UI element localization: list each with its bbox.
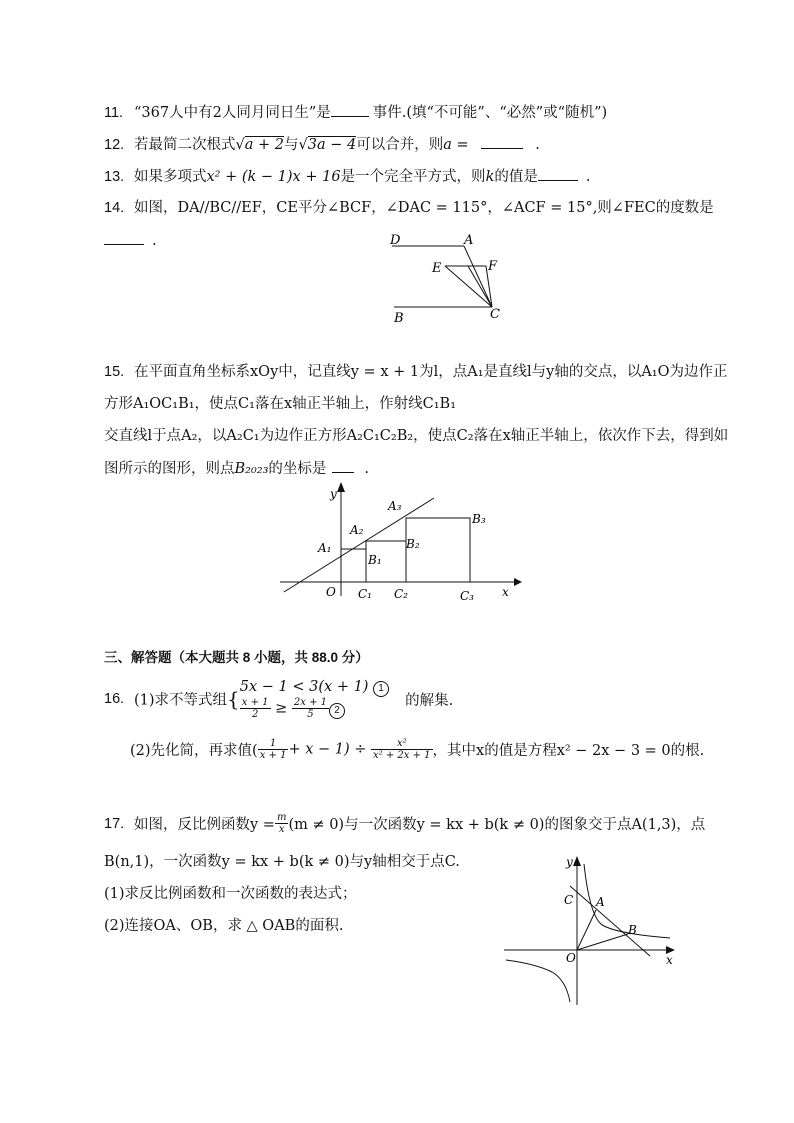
question-number: 14. [104, 200, 125, 216]
fraction: $\frac{2x + 1}{5}$ [293, 697, 328, 720]
question-text: (m ≠ 0)与一次函数y = kx + b(k ≠ 0)的图象交于点A(1,3)，点 [288, 817, 706, 833]
question-15-line-4 [104, 458, 369, 479]
question-text: 事件.(填“不可能”、“必然”或“随机”) [372, 105, 608, 121]
question-text: (1)求不等式组 [134, 692, 228, 709]
label-a1: A₁ [318, 541, 332, 555]
label-b3: B₃ [472, 512, 486, 526]
question-text: 图所示的图形，则点 [104, 461, 235, 477]
question-text: “367人中有2人同月同日生”是 [134, 105, 331, 121]
label-x: x [502, 585, 509, 599]
question-16-part-2 [130, 738, 704, 761]
polynomial: x² + (k − 1)x + 16 [206, 169, 341, 185]
question-text: 如图，DA//BC//EF，CE平分∠BCF，∠DAC = 115°，∠ACF = 15°,则∠FEC的度数是 [134, 200, 714, 216]
question-number: 12. [104, 137, 125, 153]
question-text: 交直线l于点A₂，以A₂C₁为边作正方形A₂C₁C₂B₂，使点C₂落在x轴正半轴上，依次作下去，得到如 [104, 428, 729, 444]
answer-blank[interactable] [538, 166, 578, 181]
question-11 [104, 102, 607, 123]
equals-sign: = [451, 137, 474, 153]
question-17-line-2 [104, 852, 460, 872]
label-a: A [596, 895, 605, 909]
q17-figure [500, 850, 685, 1010]
period: . [585, 169, 591, 185]
question-number: 17. [104, 815, 125, 832]
y-axis-arrow-icon [337, 482, 345, 492]
fraction: $\frac{1}{x + 1}$ [259, 738, 287, 761]
segment-oa [577, 910, 596, 950]
question-16 [104, 678, 453, 720]
label-b: B [628, 923, 637, 937]
answer-blank[interactable] [481, 134, 523, 149]
question-14 [104, 198, 714, 218]
question-17-line-3 [104, 884, 357, 904]
label-a3: A₃ [388, 499, 402, 513]
question-text: 与 [284, 137, 299, 153]
q14-figure [380, 228, 510, 328]
question-text: 的坐标是 [268, 461, 327, 477]
hyperbola-branch-2 [506, 960, 570, 1002]
question-text: 的值是 [494, 169, 538, 185]
question-13 [104, 166, 590, 187]
radical-sign: √ [298, 137, 308, 153]
question-text: 是一个完全平方式，则 [340, 169, 486, 185]
label-c3: C₃ [460, 589, 474, 603]
question-text: (2)先化简，再求值( [130, 743, 258, 759]
label-c: C [564, 893, 574, 907]
question-text: ，其中x的值是方程x² − 2x − 3 = 0的根. [432, 743, 705, 759]
line-ec [445, 266, 492, 307]
inequality-system [240, 678, 389, 720]
label-a2: A₂ [350, 523, 364, 537]
linear-function [570, 886, 650, 956]
radicand: a + 2 [244, 137, 284, 153]
label-b1: B₁ [368, 553, 382, 567]
question-number: 11. [104, 105, 124, 121]
label-e: E [432, 261, 442, 276]
period: . [535, 137, 540, 153]
answer-blank[interactable] [331, 102, 369, 117]
question-number: 15. [104, 364, 125, 380]
label-c: C [490, 307, 500, 322]
question-text: (1)求反比例函数和一次函数的表达式； [104, 886, 357, 902]
question-text: 可以合并，则 [356, 137, 444, 153]
question-15-line-2 [104, 394, 456, 414]
ge-sign: ≥ [275, 700, 288, 717]
label-y: y [566, 855, 573, 869]
question-text: 的解集. [405, 692, 454, 709]
period: . [364, 461, 370, 477]
label-y: y [330, 487, 337, 501]
fraction: $\frac{\text{x²}}{\text{x² + 2x + 1}}$ [373, 738, 431, 761]
x-axis-arrow-icon [514, 578, 522, 586]
label-d: D [390, 233, 401, 248]
label-o: O [566, 951, 576, 965]
expression: + x − 1) ÷ [288, 741, 367, 758]
question-text: 如图，反比例函数y = [134, 817, 275, 833]
circled-number: 2 [329, 703, 345, 719]
answer-blank[interactable] [104, 230, 144, 245]
question-text: 方形A₁OC₁B₁，使点C₁落在x轴正半轴上，作射线C₁B₁ [104, 396, 457, 412]
variable: a [443, 137, 452, 153]
period: . [152, 233, 157, 249]
question-15-line-3 [104, 426, 728, 446]
fraction: $\frac{x + 1}{2}$ [241, 697, 269, 720]
q15-figure [276, 478, 526, 608]
question-text: 若最简二次根式 [134, 137, 236, 153]
question-number: 13. [104, 169, 125, 185]
answer-blank[interactable] [332, 458, 354, 473]
label-c2: C₂ [394, 587, 408, 601]
label-x: x [666, 953, 673, 967]
question-text: B(n,1)，一次函数y = kx + b(k ≠ 0)与y轴相交于点C. [104, 854, 460, 870]
question-number: 16. [104, 691, 125, 707]
inequality-1 [240, 678, 389, 697]
section-heading: 三、解答题（本大题共 8 小题，共 88.0 分） [104, 650, 369, 665]
label-b2: B₂ [406, 537, 420, 551]
radicand: 3a − 4 [307, 137, 357, 153]
inequality-2 [240, 697, 389, 720]
segment-ob [577, 934, 628, 950]
y-axis-arrow-icon [573, 856, 581, 866]
point-label: B₂₀₂₃ [234, 461, 269, 477]
question-15 [104, 362, 728, 382]
inequality-expr: 5x − 1 < 3(x + 1) [239, 679, 369, 695]
fraction: $\frac{m}{x}$ [276, 812, 287, 835]
label-b: B [394, 311, 404, 326]
label-a: A [464, 233, 474, 248]
variable: k [485, 169, 495, 185]
label-o: O [326, 585, 336, 599]
brace: { [227, 687, 240, 711]
label-f: F [488, 259, 498, 274]
question-12 [104, 134, 540, 155]
question-text: 在平面直角坐标系xOy中，记直线y = x + 1为l，点A₁是直线l与y轴的交点，以A₁O为边作正 [134, 364, 728, 380]
question-14-answer [104, 230, 157, 251]
label-c1: C₁ [358, 587, 372, 601]
circled-number: 1 [373, 681, 389, 697]
question-17 [104, 812, 705, 835]
question-text: 如果多项式 [134, 169, 207, 185]
question-text: (2)连接OA、OB，求 △ OAB的面积. [104, 918, 344, 934]
radical-sign: √ [235, 137, 245, 153]
question-17-line-4 [104, 916, 343, 936]
